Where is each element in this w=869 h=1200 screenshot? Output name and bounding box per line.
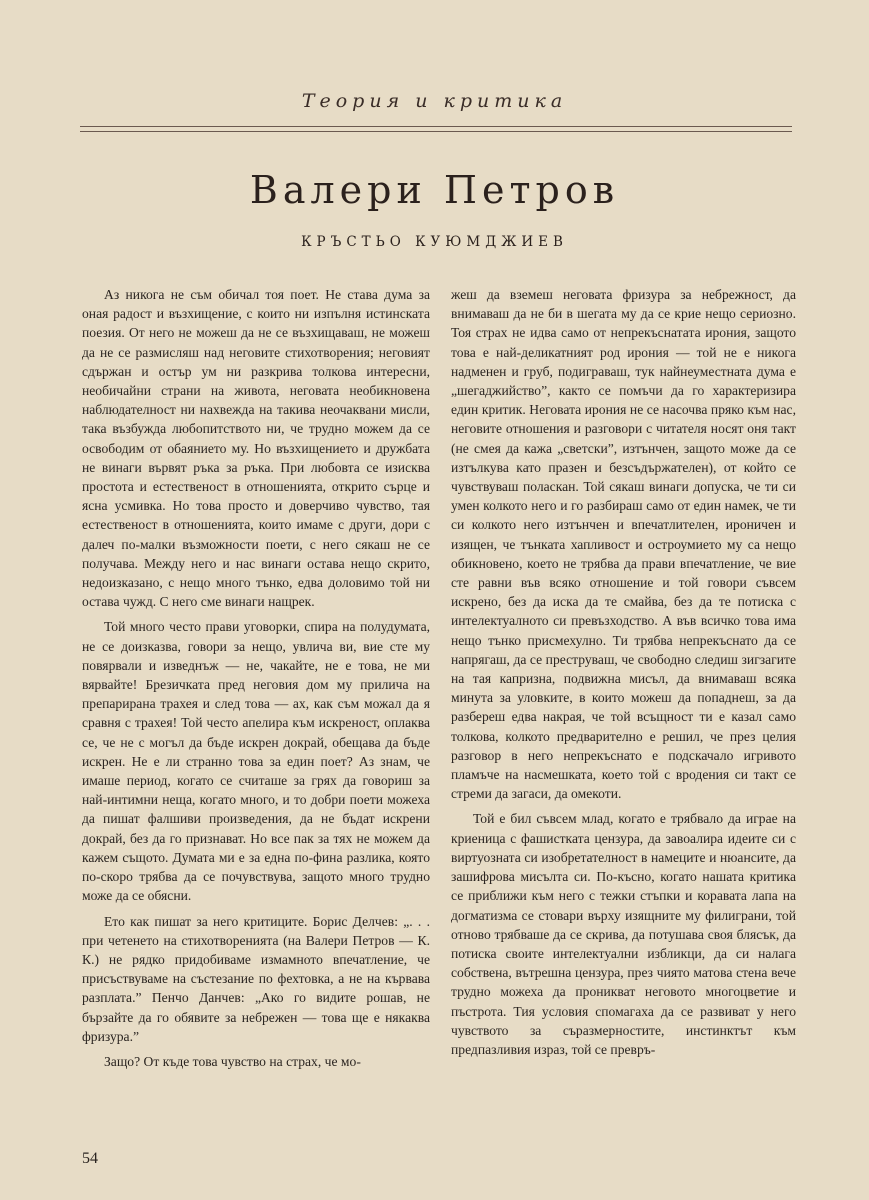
right-column <box>451 285 796 1145</box>
left-column <box>82 285 430 1145</box>
article-title: Валери Петров <box>249 168 620 212</box>
paragraph: жеш да вземеш неговата фризура за небрежност, да внимаваш да не би в шегата му да се крие нещо сериозно. Тоя страх не идва само от непрекъснатата ирония, защото това е най-деликатният род ирония — той не е никога надменен и груб, подиграваш, тук найнеуместната дума е „шегаджийство”, както се помъчи да го характеризира един критик. Неговата ирония не се насочва пряко към нас, неговите отношения и разговори с читателя носят оня такт (не смея да кажа „светски”, изтънчен, защото може да се изтълкува като празен и безсъдържателен), от който се чувствуваш поласкан. Той сякаш винаги допуска, че ти си умен колкото него и го разбираш само от един намек, че ти си колкото него изтънчен и впечатлителен, ироничен и изящен, че тънката хапливост и остроумието му са нещо обикновено, което не трябва да прави впечатление, че вие сте равни във всяко отношение и той говори съвсем искрено, без да иска да те смайва, без да те потиска с интелектуалното си превъзходство. А във всичко това има нещо тънко присмехулно. Ти трябва непрекъснато да се напрягаш, да се преструваш, че свободно следиш зигзагите на тая капризна, подвижна мисъл, да внимаваш всяка минута за уловките, в които можеш да попаднеш, за да разбереш едва накрая, че той всъщност ти е казал само толкова, колкото предварително е решил, че през целия разговор в него непрекъснато е подскачало игривото пламъче на насмешката, което той с вродения си такт се стреми да загаси, да омекоти. <box>451 287 796 802</box>
page-number: 54 <box>82 1150 98 1167</box>
article-author: КРЪСТЬО КУЮМДЖИЕВ <box>301 234 568 250</box>
header-rule-lower <box>80 131 792 132</box>
paragraph: Аз никога не съм обичал тоя поет. Не става дума за оная радост и възхищение, с които ни изпълня истинската поезия. От него не можеш да не се възхищаваш, не можеш да не се размисляш над неговите стихотворения; неговият сдържан и остър ум ни разкрива толкова интересни, необичайни страни на живота, неговата необикновена наблюдателност ни нахвежда на такива неочаквани мисли, така възбужда любопитството ни, че трудно можем да се освободим от обаянието му. Но възхищението и дружбата не винаги вървят ръка за ръка. При любовта се изисква простота и естественост в отношенията, открито сърце и ясна усмивка. Но това просто и доверчиво чувство, тая естественост в отношенията, които имаме с други, дори с далеч по-малки възможности поети, с него сякаш не се получава. Между него и нас винаги остава нещо скрито, недоизказано, с нещо много тънко, едва доловимо той ни остава чужд. С него сме винаги нащрек. <box>82 287 430 610</box>
paragraph: Ето как пишат за него критиците. Борис Делчев: „. . . при четенето на стихотворенията (на Валери Петров — К. К.) не рядко придобиваме измамното впечатление, че присъствуваме на състезание по фехтовка, а не на кървава разплата.” Пенчо Данчев: „Ако го видите рошав, не бързайте да го обявите за небрежен — това ще е някаква фризура.” <box>82 913 430 1044</box>
header-rule <box>80 126 792 127</box>
paragraph: Той много често прави уговорки, спира на полудумата, не се доизказва, говори за нещо, увлича ви, вие сте му повярвали и изведнъж — не, чакайте, не е това, не ми вярвайте! Брезичката пред неговия дом му прилича на препарирана трахея и след това — ах, как съм можал да я сравня с трахея! Той често апелира към искреност, оплаква се, че не с могъл да бъде искрен докрай, обещава да бъде искрен. Не е ли странно това за един поет? Аз знам, че имаше период, когато се считаше за грях да говориш за най-интимни неща, когато много, и то добри поети можеха да пишат фалшиви произведения, да не бъдат искрени докрай, без да го признават. Но все пак за тях не можем да кажем същото. Думата ми е за една по-фина разлика, която по-скоро трябва да се почувствува, защото много трудно може да се обясни. <box>82 619 430 904</box>
paragraph: Той е бил съвсем млад, когато е трябвало да играе на криеница с фашистката цензура, да завоалира идеите си с виртуозната си изобретателност в намеците и нюансите, да зашифрова мисълта си. По-късно, когато нашата критика се приближи към него с тежки стъпки и коравата лапа на догматизма се стовари върху изящните му филиграни, той отново трябваше да се скрива, да потушава своя блясък, да потиска своите интелектуални избликци, да си налага собствена, вътрешна цензура, през чиято матова стена вече трудно можеха да проникват неговото многоцветие и пъстрота. Тия условия спомагаха да се развиват у него чувството за съразмерностите, инстинктът към предпазливия израз, той се превръ- <box>451 811 796 1057</box>
paragraph: Защо? От къде това чувство на страх, че мо- <box>104 1053 361 1069</box>
section-title: Теория и критика <box>301 90 568 112</box>
